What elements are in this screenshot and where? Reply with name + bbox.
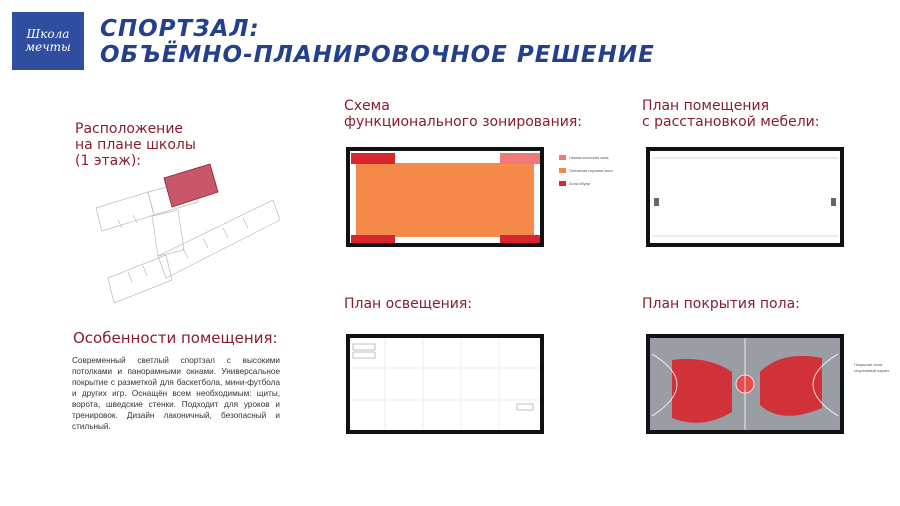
- main-game-zone: [356, 163, 534, 237]
- school-logo: [12, 12, 84, 70]
- legend-gymnastic: Гимнастическая зона: [569, 155, 609, 160]
- floor-note-line1: Покрытие пола: [854, 362, 883, 367]
- lighting-heading: План освещения:: [344, 296, 472, 312]
- legend-main-game: Основная игровая зона: [569, 168, 613, 173]
- page-title: [100, 16, 655, 68]
- features-heading: Особенности помещения:: [73, 329, 278, 347]
- gym-highlight: [164, 164, 218, 207]
- features-description: Современный светлый спортзал с высокими потолками и панорамными окнами. Универсальное покрытие с разметкой для баскетбола, мини-футбола и других игр. Оснащён всем необходимым: щиты, ворота, шведские стенки. Подходит для уроков и тренировок. Дизайн лаконичный, безопасный и стильный.: [72, 356, 280, 431]
- furniture-heading: [642, 98, 819, 130]
- furniture-heading-line1: План помещения: [642, 98, 770, 114]
- legend-shoe: Зона обуви: [569, 181, 590, 186]
- floor-heading: План покрытия пола:: [642, 296, 800, 312]
- logo-text-line2: мечты: [25, 40, 71, 54]
- zoning-heading-line1: Схема: [344, 98, 390, 114]
- shoe-zone-bottom: [351, 235, 395, 243]
- zoning-heading-line2: функционального зонирования:: [344, 114, 583, 130]
- location-heading-line2: на плане школы: [75, 137, 196, 153]
- zoning-heading: [344, 98, 582, 130]
- lighting-plan: [337, 330, 567, 442]
- gymnastic-zone: [500, 153, 540, 164]
- floor-note-line2: спортивный паркет: [854, 368, 890, 373]
- floor-plan: [632, 330, 892, 442]
- furniture-heading-line2: с расстановкой мебели:: [642, 114, 820, 130]
- zone-bottom-right: [500, 235, 540, 243]
- school-floor-plan: [88, 160, 288, 315]
- shoe-zone: [351, 153, 395, 164]
- logo-text-line1: Школа: [26, 27, 70, 41]
- page-title-line1: СПОРТЗАЛ:: [100, 16, 260, 42]
- page-title-line2: ОБЪЁМНО-ПЛАНИРОВОЧНОЕ РЕШЕНИЕ: [100, 42, 655, 68]
- furniture-plan: [632, 143, 862, 255]
- location-heading-line3: (1 этаж):: [75, 153, 142, 169]
- location-heading-line1: Расположение: [75, 121, 184, 137]
- zoning-plan: [337, 143, 613, 255]
